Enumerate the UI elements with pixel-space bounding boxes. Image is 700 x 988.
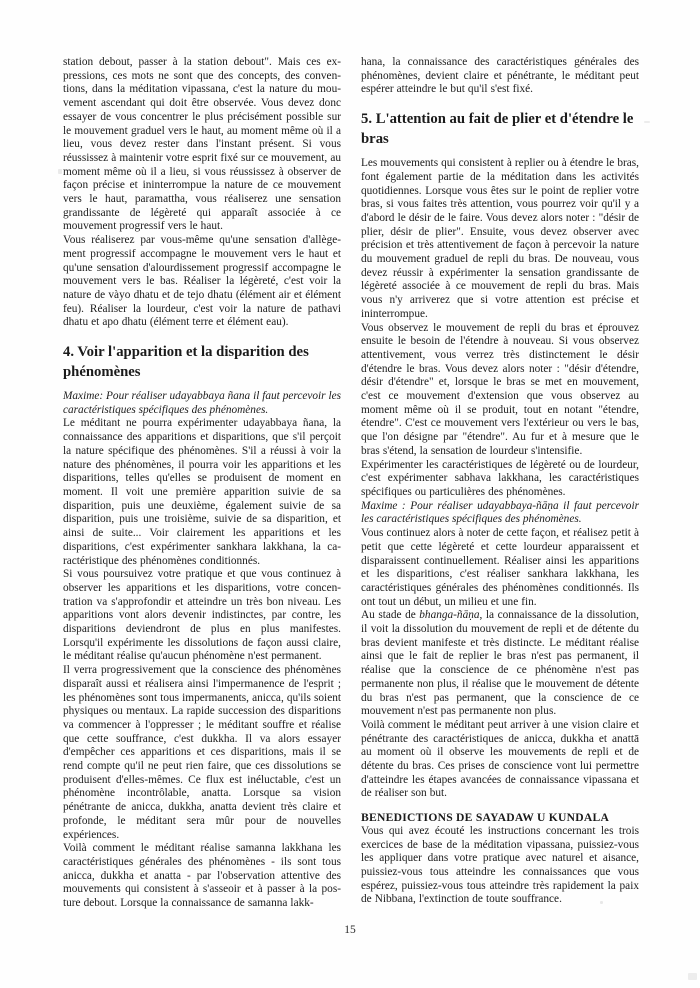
scan-artifact: [600, 901, 603, 904]
paragraph-stade-bhanga: [361, 609, 639, 719]
page-number: 15: [344, 924, 356, 936]
stade-rest: , la connaissance de la dissolution, il voit la dissolution du mouvement de repli et de détente du bras devient manifeste et très distincte. Le méditant réalise ainsi que le fait de replier le bras n'est pas permanent, il réalise que la conscience de ce phénomène n'est pas permanente non plus, il réalise que le mouvement de détente du bras n'est pas permanent, que la conscience de ce mouvement n'est pas permanente non plus.: [361, 609, 639, 718]
right-column: [361, 56, 639, 911]
paragraph-meditant: Le méditant ne pourra expérimenter udayabbaya ñana, la connaissance des apparitions et disparitions, que s'il perçoit la nature spécifique des phénomènes. S'il a réussi à voir la nature des phénomènes, il pourra voir les apparitions et les disparitions, telles qu'elles se produisent de moment en moment. Il voit une première apparition suivie de sa disparition, puis une deuxième, également suivie de sa disparition, puis une troisième, suivie de sa disparition, et ainsi de suite... Voir clairement les apparitions et les disparitions, c'est expérimenter sankhara lakkhana, la caractéristique des phénomènes conditionnés.: [63, 417, 341, 567]
paragraph-benedictions: Vous qui avez écouté les instructions concernant les trois exercices de base de la méditation vipassana, puissiez-vous les appliquer dans votre pratique avec naturel et aisance, puissiez-vous tous atteindre les connaissances que vous espérez, puissiez-vous tous atteindre très rapidement la paix de Nibbana, l'extinction de toute souffrance.: [361, 824, 639, 906]
two-column-text-area: [63, 56, 639, 911]
stade-bhanga-nana-term: bhanga-ñāṇa: [419, 609, 480, 622]
stade-prefix: Au stade de: [361, 609, 420, 622]
scan-artifact: [58, 169, 62, 174]
section-4-heading: 4. Voir l'apparition et la disparition des phénomènes: [63, 344, 309, 380]
benedictions-heading: BENEDICTIONS DE SAYADAW U KUNDALA: [361, 811, 610, 825]
section-5-heading: 5. L'attention au fait de plier et d'étendre le bras: [361, 111, 634, 147]
paragraph-verra: Il verra progressivement que la conscience des phénomènes disparaît aussi et réalisera ainsi l'impermanence de l'esprit ; les phénomènes sont tous impermanents, anicca, qu'ils soient physiques ou mentaux. La rapide succession des disparitions va commencer à l'oppresser ; le méditant souffre et réalise que cette souffrance, c'est dukkha. Il va alors essayer d'empêcher ces apparitions et ces disparitions, mais il se rend compte qu'il ne peut rien faire, que ces dissolutions se produisent d'elles-mêmes. Ce flux est inéluctable, c'est un phénomène incontrôlable, anatta. Lorsque sa vision pénétrante de anicca, dukkha, anatta devient très claire et profonde, le méditant sera mûr pour de nouvelles expériences.: [63, 664, 341, 841]
paragraph-continuez: Vous continuez alors à noter de cette façon, et réalisez petit à petit que cette légèreté et cette lourdeur apparaissent et disparaissent continuellement. Réaliser ainsi les apparitions et les disparitions, c'est réaliser sankhara lakkhana, les caractéristiques générales des phénomènes conditionnés. Ils ont tout un début, un milieu et une fin.: [361, 527, 639, 608]
paragraph-experimenter: Expérimenter les caractéristiques de légèreté ou de lourdeur, c'est expérimenter sabhava lakkhana, les caractéristiques spécifiques ou particulières des phénomènes.: [361, 458, 639, 498]
scan-artifact: [644, 121, 650, 123]
paragraph-observez: Vous observez le mouvement de repli du bras et éprouvez ensuite le besoin de l'étendre à nouveau. Si vous observez attentivement, vous verrez très distinctement le désir d'étendre le bras. Vous devez alors noter : "désir d'étendre, désir d'étendre" et, lorsque le bras se met en mouvement, c'est ce mouvement d'extension que vous observez au moment même où il se produit, tout en notant "étendre, étendre". C'est ce mouvement vers l'extérieur ou vers le bas, que l'on désigne par "étendre". Au fur et à mesure que le bras s'étend, la sensation de lourdeur s'intensifie.: [361, 321, 639, 457]
paragraph-station-debout: station debout, passer à la station debout". Mais ces expressions, ces mots ne sont que des concepts, des conventions, dans la méditation vipassana, c'est la nature du mouvement ascendant qui doit être observée. Vous devez donc essayer de vous concentrer le plus précisément possible sur le mouvement graduel vers le haut, au moment même où il a lieu, vous devez rester dans l'instant présent. Si vous réussissez à maintenir votre esprit fixé sur ce mouvement, au moment même où il a lieu, si vous réussissez à observer de façon précise et ininterrompue la nature de ce mouvement vers le haut, paramattha, vous réaliserez une sensation grandissante de légèreté qui apparaît associée à ce mouvement progressif vers le haut.: [63, 56, 341, 233]
paragraph-mouvements: Les mouvements qui consistent à replier ou à étendre le bras, font également partie de la méditation dans les activités quotidiennes. Lorsque vous êtes sur le point de replier votre bras, si vous faites très attention, vous pourrez voir qu'il y a d'abord le désir de le faire. Vous devez alors noter : "désir de plier, désir de plier". Ensuite, vous devez observer avec précision et très attentivement de façon à percevoir la nature du mouvement graduel de repli du bras. De nouveau, vous devez réussir à expérimenter la sensation grandissante de légèreté associée à ce mouvement de repli du bras. Mais vous n'y arriverez que si votre attention est précise et ininterrompue.: [361, 157, 640, 320]
left-column: [63, 56, 341, 911]
paragraph-voila-samanna: Voilà comment le méditant réalise samanna lakkhana les caractéristiques générales des phénomènes - ils sont tous anicca, dukkha et anatta - par l'observation attentive des mouvements qui consistent à s'asseoir et à passer à la posture debout. Lorsque la connaissance de samanna lakk-: [63, 842, 341, 910]
maxime-section-5: Maxime : Pour réaliser udayabbaya-ñāṇa il faut percevoir les caractéristiques spécifiques des phénomènes.: [361, 499, 639, 526]
paragraph-realiserez: Vous réaliserez par vous-même qu'une sensation d'allègement progressif accompagne le mouvement vers le haut et qu'une sensation d'alourdissement progressif accompagne le mouvement vers le bas. Réaliser la légèreté, c'est voir la nature de vàyo dhatu et de tejo dhatu (élément air et élément feu). Réaliser la lourdeur, c'est voir la nature de pathavi dhatu et apo dhatu (élément terre et élément eau).: [63, 234, 341, 329]
maxime-section-4: Maxime: Pour réaliser udayabbaya ñana il faut percevoir les caractéristiques spécifiques des phénomènes.: [63, 390, 341, 416]
paragraph-hana: hana, la connaissance des caractéristiques générales des phénomènes, devient claire et pénétrante, le méditant peut espérer atteindre le but qu'il s'est fixé.: [361, 56, 639, 96]
paragraph-vision-claire: Voilà comment le méditant peut arriver à une vision claire et pénétrante des caractéristiques de anicca, dukkha et anattā au moment où il observe les mouvements de repli et de détente du bras. Ces prises de conscience vont lui permettre d'atteindre les étapes avancées de connaissance vipassana et de réaliser son but.: [361, 718, 639, 800]
paragraph-poursuivez: Si vous poursuivez votre pratique et que vous continuez à observer les apparitions et les disparitions, votre concentration va s'approfondir et atteindre un très bon niveau. Les apparitions vont alors devenir indistinctes, par contre, les disparitions deviendront de plus en plus manifestes. Lorsqu'il expérimente les dissolutions de façon aussi claire, le méditant réalise qu'aucun phénomène n'est permanent.: [63, 568, 341, 663]
scan-artifact: [688, 973, 697, 980]
